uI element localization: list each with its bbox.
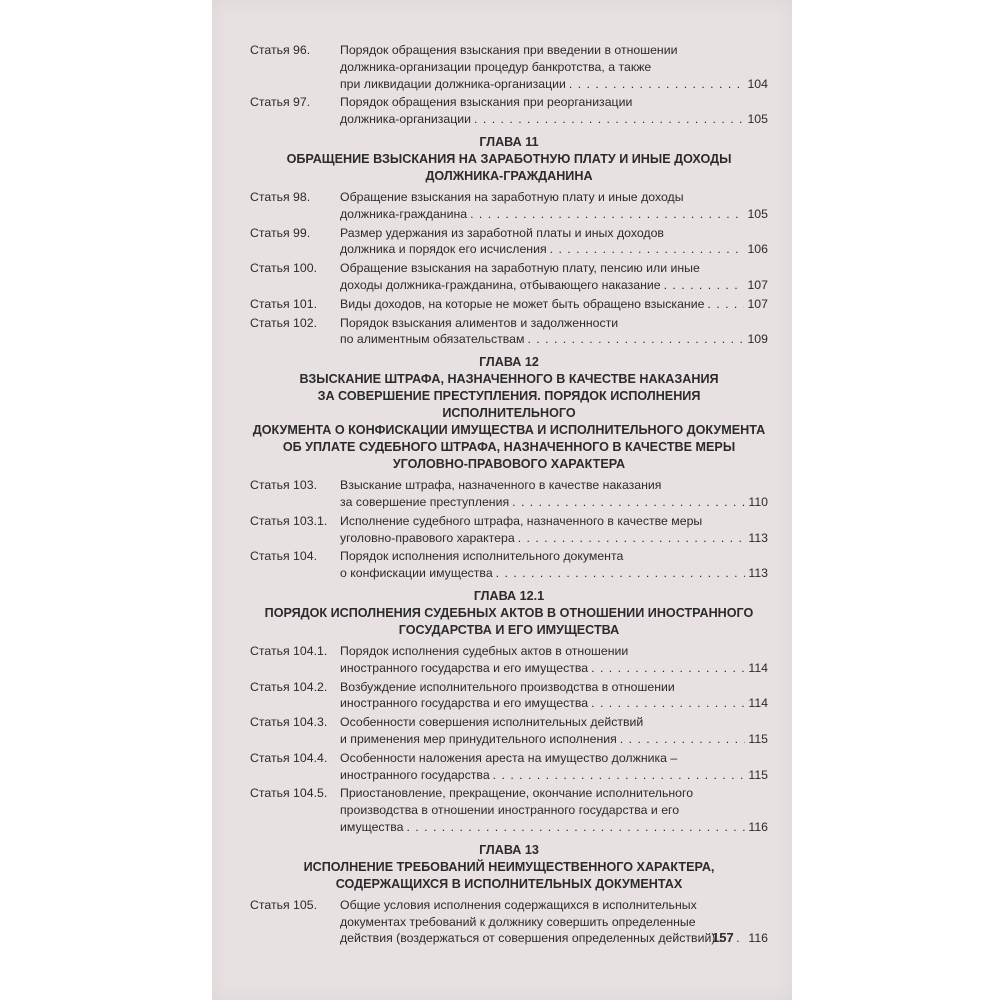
article-title-line: Общие условия исполнения содержащихся в исполнительных bbox=[340, 897, 697, 912]
article-title-line: о конфискации имущества bbox=[340, 566, 493, 581]
toc-entry[interactable] bbox=[250, 750, 768, 784]
article-title-last-line bbox=[340, 767, 768, 784]
article-title-line: Особенности совершения исполнительных действий bbox=[340, 715, 644, 730]
article-number: Статья 102. bbox=[250, 315, 317, 330]
page-reference: 107 bbox=[747, 296, 768, 311]
article-title-last-line bbox=[340, 296, 768, 313]
dot-leader bbox=[707, 296, 744, 313]
article-number: Статья 103. bbox=[250, 478, 317, 493]
article-title-last-line bbox=[340, 494, 768, 511]
article-title bbox=[340, 513, 768, 547]
article-title-line: должника и порядок его исчисления bbox=[340, 242, 547, 257]
page-reference: 115 bbox=[748, 731, 768, 746]
article-number: Статья 100. bbox=[250, 261, 317, 276]
dot-leader bbox=[591, 660, 745, 677]
article-title-line: Исполнение судебного штрафа, назначенного в качестве меры bbox=[340, 513, 703, 528]
article-title bbox=[340, 189, 768, 223]
chapter-label: ГЛАВА 12 bbox=[479, 355, 539, 370]
page-reference: 104 bbox=[747, 76, 768, 91]
chapter-label: ГЛАВА 11 bbox=[479, 134, 539, 149]
toc-entry[interactable] bbox=[250, 548, 768, 582]
table-of-contents bbox=[250, 42, 768, 949]
chapter-title-line: ЗА СОВЕРШЕНИЕ ПРЕСТУПЛЕНИЯ. ПОРЯДОК ИСПОЛНЕНИЯ ИСПОЛНИТЕЛЬНОГО bbox=[317, 389, 701, 421]
page-reference: 109 bbox=[747, 332, 768, 347]
article-title bbox=[340, 477, 768, 511]
page-reference: 115 bbox=[748, 767, 768, 782]
page-reference: 107 bbox=[747, 277, 768, 292]
chapter-title-line: ИСПОЛНЕНИЕ ТРЕБОВАНИЙ НЕИМУЩЕСТВЕННОГО ХАРАКТЕРА, bbox=[303, 859, 715, 874]
chapter-heading bbox=[250, 354, 768, 473]
page-reference: 110 bbox=[748, 494, 768, 509]
article-title bbox=[340, 643, 768, 677]
article-title-line: Обращение взыскания на заработную плату и иные доходы bbox=[340, 189, 684, 204]
chapter-title-line: УГОЛОВНО-ПРАВОВОГО ХАРАКТЕРА bbox=[392, 457, 626, 472]
article-number: Статья 96. bbox=[250, 43, 311, 57]
article-number: Статья 101. bbox=[250, 296, 317, 311]
dot-leader bbox=[493, 767, 746, 784]
article-number: Статья 104.5. bbox=[250, 786, 328, 801]
article-title-last-line bbox=[340, 565, 768, 582]
chapter-title-line: ОБРАЩЕНИЕ ВЗЫСКАНИЯ НА ЗАРАБОТНУЮ ПЛАТУ И ИНЫЕ ДОХОДЫ bbox=[286, 151, 732, 166]
toc-entry[interactable] bbox=[250, 679, 768, 713]
page-reference: 105 bbox=[747, 112, 768, 127]
article-title-line: Порядок обращения взыскания при реорганизации bbox=[340, 95, 633, 110]
article-title-last-line bbox=[340, 530, 768, 547]
article-title-last-line bbox=[340, 731, 768, 748]
page-reference: 106 bbox=[747, 242, 768, 257]
article-number: Статья 104. bbox=[250, 549, 317, 564]
toc-entry[interactable] bbox=[250, 714, 768, 748]
article-title-line: по алиментным обязательствам bbox=[340, 332, 525, 347]
article-title-last-line bbox=[340, 819, 768, 836]
dot-leader bbox=[474, 111, 744, 128]
dot-leader bbox=[527, 331, 744, 348]
dot-leader bbox=[406, 819, 745, 836]
article-title-last-line bbox=[340, 331, 768, 348]
article-title-last-line bbox=[340, 111, 768, 128]
article-number: Статья 105. bbox=[250, 897, 317, 912]
chapter-title-line: ОБ УПЛАТЕ СУДЕБНОГО ШТРАФА, НАЗНАЧЕННОГО В КАЧЕСТВЕ МЕРЫ bbox=[282, 440, 736, 455]
page-reference: 113 bbox=[748, 530, 768, 545]
article-title-last-line bbox=[340, 206, 768, 223]
article-title-line: должника-организации bbox=[340, 112, 472, 127]
article-number: Статья 104.3. bbox=[250, 715, 328, 730]
article-title bbox=[340, 260, 768, 294]
page-reference: 114 bbox=[748, 696, 768, 711]
article-title bbox=[340, 315, 768, 349]
article-title bbox=[340, 897, 768, 947]
toc-entry[interactable] bbox=[250, 513, 768, 547]
chapter-title-line: ДОЛЖНИКА-ГРАЖДАНИНА bbox=[425, 168, 593, 183]
article-title bbox=[340, 679, 768, 713]
article-title bbox=[340, 714, 768, 748]
article-title bbox=[340, 296, 768, 313]
article-title bbox=[340, 42, 768, 92]
dot-leader bbox=[550, 241, 745, 258]
page-reference: 116 bbox=[748, 819, 768, 834]
article-title-line: иностранного государства bbox=[340, 767, 490, 782]
article-title-line: иностранного государства и его имущества bbox=[340, 696, 589, 711]
article-title-line: действия (воздержаться от совершения определенных действий) bbox=[340, 931, 716, 946]
article-number: Статья 97. bbox=[250, 95, 311, 110]
dot-leader bbox=[512, 494, 745, 511]
article-title-line: Взыскание штрафа, назначенного в качестве наказания bbox=[340, 478, 662, 493]
toc-entry[interactable] bbox=[250, 477, 768, 511]
article-title-line: имущества bbox=[340, 819, 404, 834]
chapter-heading bbox=[250, 588, 768, 639]
article-title-line: Приостановление, прекращение, окончание исполнительного bbox=[340, 786, 694, 801]
toc-entry[interactable] bbox=[250, 785, 768, 835]
dot-leader bbox=[569, 76, 745, 93]
article-title-line: за совершение преступления bbox=[340, 494, 510, 509]
article-title-line: должника-организации процедур банкротства, а также bbox=[340, 59, 652, 74]
article-title-line: Обращение взыскания на заработную плату, пенсию или иные bbox=[340, 261, 700, 276]
chapter-title-line: ВЗЫСКАНИЕ ШТРАФА, НАЗНАЧЕННОГО В КАЧЕСТВЕ НАКАЗАНИЯ bbox=[299, 372, 719, 387]
article-title-last-line bbox=[340, 277, 768, 294]
dot-leader bbox=[664, 277, 745, 294]
toc-entry[interactable] bbox=[250, 643, 768, 677]
article-title-line: при ликвидации должника-организации bbox=[340, 76, 566, 91]
article-title-line: производства в отношении иностранного государства и его bbox=[340, 803, 680, 818]
toc-entry[interactable] bbox=[250, 225, 768, 259]
toc-entry[interactable] bbox=[250, 897, 768, 947]
chapter-label: ГЛАВА 12.1 bbox=[473, 588, 545, 603]
chapter-heading bbox=[250, 842, 768, 893]
page-number: 157 bbox=[712, 930, 734, 945]
toc-entry[interactable] bbox=[250, 189, 768, 223]
article-title-line: Порядок взыскания алиментов и задолженности bbox=[340, 315, 619, 330]
article-title-line: документах требований к должнику совершить определенные bbox=[340, 914, 696, 929]
article-title bbox=[340, 94, 768, 128]
dot-leader bbox=[518, 530, 746, 547]
article-title-line: уголовно-правового характера bbox=[340, 530, 515, 545]
article-title-line: Виды доходов, на которые не может быть обращено взыскание bbox=[340, 296, 705, 311]
article-number: Статья 99. bbox=[250, 225, 311, 240]
dot-leader bbox=[470, 206, 744, 223]
dot-leader bbox=[591, 695, 745, 712]
page-reference: 114 bbox=[748, 660, 768, 675]
chapter-title-line: ДОКУМЕНТА О КОНФИСКАЦИИ ИМУЩЕСТВА И ИСПОЛНИТЕЛЬНОГО ДОКУМЕНТА bbox=[252, 423, 766, 438]
chapter-title-line: ГОСУДАРСТВА И ЕГО ИМУЩЕСТВА bbox=[398, 622, 620, 637]
article-number: Статья 104.4. bbox=[250, 750, 328, 765]
article-title bbox=[340, 225, 768, 259]
article-title bbox=[340, 750, 768, 784]
page-reference: 113 bbox=[748, 566, 768, 581]
article-number: Статья 104.1. bbox=[250, 643, 328, 658]
article-title-line: Возбуждение исполнительного производства в отношении bbox=[340, 679, 675, 694]
chapter-heading bbox=[250, 134, 768, 185]
article-number: Статья 98. bbox=[250, 189, 311, 204]
dot-leader bbox=[620, 731, 746, 748]
article-title-last-line bbox=[340, 695, 768, 712]
article-title-line: и применения мер принудительного исполнения bbox=[340, 731, 617, 746]
article-title-line: должника-гражданина bbox=[340, 206, 468, 221]
toc-entry[interactable] bbox=[250, 260, 768, 294]
toc-entry[interactable] bbox=[250, 42, 768, 92]
article-title-line: Особенности наложения ареста на имущество должника – bbox=[340, 750, 678, 765]
article-title-line: доходы должника-гражданина, отбывающего наказание bbox=[340, 277, 661, 292]
article-title-last-line bbox=[340, 660, 768, 677]
chapter-title-line: СОДЕРЖАЩИХСЯ В ИСПОЛНИТЕЛЬНЫХ ДОКУМЕНТАХ bbox=[335, 876, 683, 891]
article-number: Статья 104.2. bbox=[250, 679, 328, 694]
article-title-line: иностранного государства и его имущества bbox=[340, 660, 589, 675]
article-title-line: Размер удержания из заработной платы и иных доходов bbox=[340, 225, 664, 240]
article-title-line: Порядок исполнения исполнительного документа bbox=[340, 549, 624, 564]
toc-entry[interactable] bbox=[250, 315, 768, 349]
article-title bbox=[340, 785, 768, 835]
article-title-line: Порядок исполнения судебных актов в отношении bbox=[340, 643, 629, 658]
page-reference: 105 bbox=[747, 206, 768, 221]
page-reference: 116 bbox=[748, 931, 768, 946]
dot-leader bbox=[496, 565, 746, 582]
article-title-last-line bbox=[340, 76, 768, 93]
toc-entry[interactable] bbox=[250, 94, 768, 128]
chapter-label: ГЛАВА 13 bbox=[479, 842, 539, 857]
article-title-line: Порядок обращения взыскания при введении в отношении bbox=[340, 43, 678, 57]
article-title-last-line bbox=[340, 930, 768, 947]
toc-entry[interactable] bbox=[250, 296, 768, 313]
book-page bbox=[212, 0, 792, 1000]
article-title-last-line bbox=[340, 241, 768, 258]
article-number: Статья 103.1. bbox=[250, 513, 328, 528]
chapter-title-line: ПОРЯДОК ИСПОЛНЕНИЯ СУДЕБНЫХ АКТОВ В ОТНОШЕНИИ ИНОСТРАННОГО bbox=[264, 605, 754, 620]
article-title bbox=[340, 548, 768, 582]
